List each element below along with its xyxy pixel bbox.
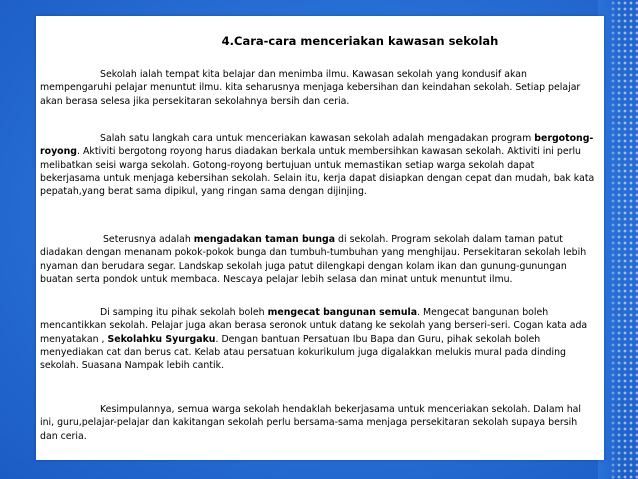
paragraph-kesimpulan — [40, 403, 596, 443]
bold-keyword: mengecat bangunan semula — [267, 307, 418, 318]
pattern-fade — [598, 0, 638, 479]
paragraph-mengecat — [40, 306, 596, 372]
paragraph-text: Sekolah ialah tempat kita belajar dan menimba ilmu. Kawasan sekolah yang kondusif akan mempengaruhi pelajar menuntut ilmu. kita seharusnya menjaga kebersihan dan keindahan sekolah. Setiap pelajar akan berasa selesa jika persekitaran sekolahnya bersih dan ceria. — [40, 69, 581, 107]
bold-keyword: bergotong-royong — [40, 133, 594, 158]
bold-keyword: mengadakan taman bunga — [193, 234, 336, 245]
paragraph-introduction — [40, 68, 596, 108]
bold-slogan: Sekolahku Syurgaku — [107, 333, 216, 345]
content-panel — [36, 16, 604, 460]
paragraph-gotong-royong — [40, 132, 596, 198]
slide-title: 4.Cara-cara menceriakan kawasan sekolah — [221, 34, 499, 48]
paragraph-text: Seterusnya adalah — [100, 234, 194, 245]
paragraph-taman-bunga — [40, 233, 596, 286]
paragraph-text: Di samping itu pihak sekolah boleh — [100, 307, 268, 318]
paragraph-text: . Aktiviti bergotong royong harus diadakan berkala untuk membersihkan kawasan sekolah. Aktiviti ini perlu melibatkan seisi warga sekolah. Gotong-royong bertujuan untuk memastikan setiap warga sekolah dapat bekerjasama untuk menjaga kebersihan sekolah. Selain itu, kerja dapat disiapkan dengan cepat dan mudah, bak kata pepatah,yang berat sama dipikul, yang ringan sama dengan dijinjing. — [40, 146, 595, 198]
paragraph-text: Salah satu langkah cara untuk menceriakan kawasan sekolah adalah mengadakan program — [100, 133, 535, 144]
paragraph-text: . Dengan bantuan Persatuan Ibu Bapa dan Guru, pihak sekolah boleh menyediakan cat dan berus cat. Kelab atau persatuan kokurikulum juga digalakkan melukis mural pada dinding sekolah. Suasana Nampak lebih cantik. — [40, 333, 566, 372]
paragraph-text: Kesimpulannya, semua warga sekolah hendaklah bekerjasama untuk menceriakan sekolah. Dalam hal ini, guru,pelajar-pelajar dan kakitangan sekolah perlu bersama-sama menjaga persekitaran sekolah supaya bersih dan ceria. — [40, 404, 582, 442]
paragraph-text: . Mengecat bangunan boleh mencantikkan sekolah. Pelajar juga akan berasa seronok untuk datang ke sekolah yang berseri-seri. Cogan kata ada menyatakan , — [40, 307, 588, 345]
paragraph-text: di sekolah. Program sekolah dalam taman patut diadakan dengan menanam pokok-pokok bunga dan tumbuh-tumbuhan yang menghijau. Persekitaran sekolah lebih nyaman dan berudara segar. Landskap sekolah juga patut dilengkapi dengan kolam ikan dan gunung-gunungan buatan serta pondok untuk membaca. Nescaya pelajar lebih selasa dan minat untuk menuntut ilmu. — [40, 234, 587, 285]
